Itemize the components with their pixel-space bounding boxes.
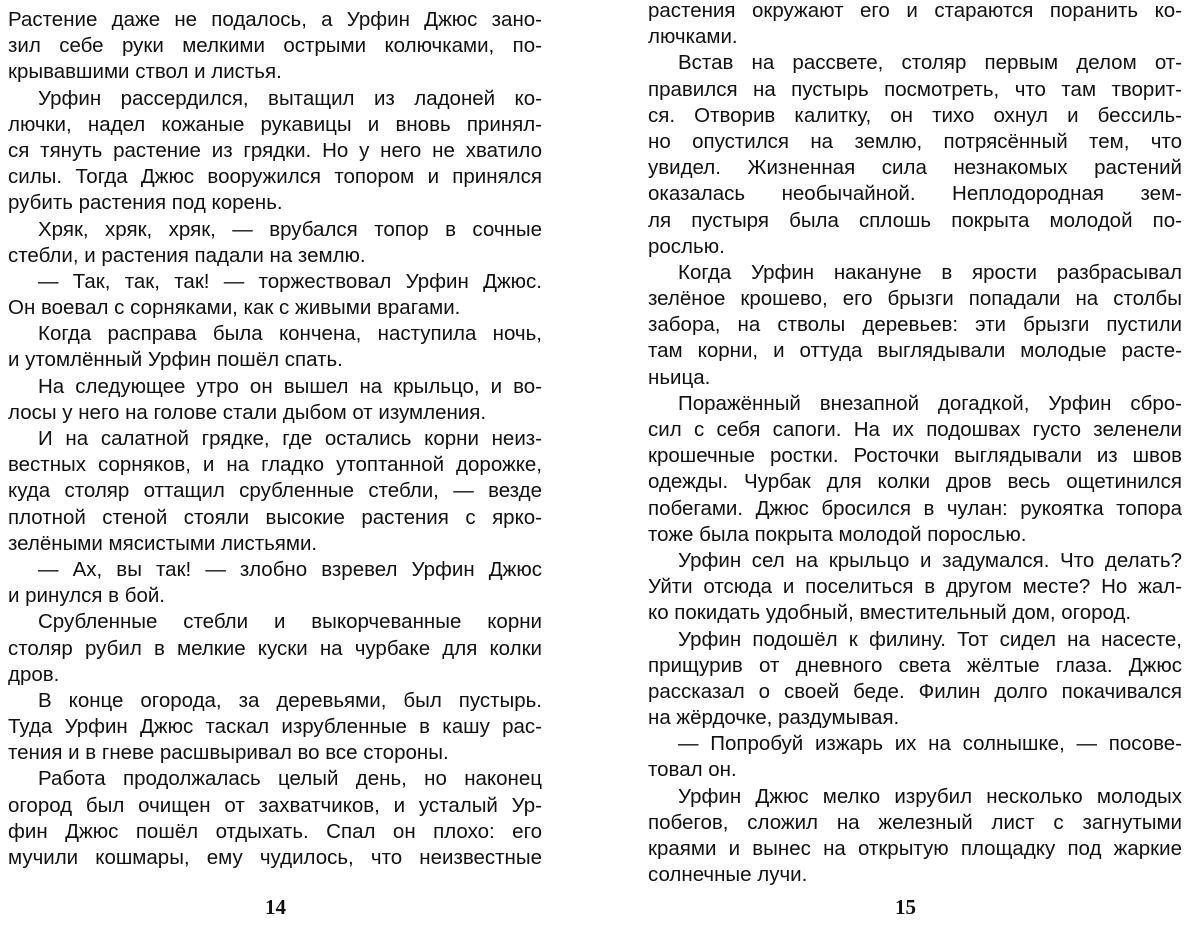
text-line: Урфин подошёл к филину. Тот сидел на насесте, <box>678 627 1182 651</box>
text-line: сил с себя сапоги. На их подошвах густо зеленели <box>648 418 1182 441</box>
text-line: Урфин рассердился, вытащил из ладоней ко- <box>38 86 542 110</box>
text-line: — Так, так, так! — торжествовал Урфин Джюс. <box>38 269 542 293</box>
text-line: и ринулся в бой. <box>8 584 166 608</box>
text-line: растения окружают его и стараются поранить ко- <box>648 0 1182 22</box>
text-line: силы. Тогда Джюс вооружился топором и принялся <box>8 165 542 189</box>
text-line: рубить растения под корень. <box>8 191 283 215</box>
text-line: забора, на стволы деревьев: эти брызги пустили <box>648 313 1182 337</box>
page-number-left: 14 <box>265 895 286 919</box>
text-line: дров. <box>8 662 60 686</box>
text-line: Когда расправа была кончена, наступила ночь, <box>38 322 542 346</box>
text-line: стебли, и растения падали на землю. <box>8 243 366 267</box>
text-line: ньица. <box>648 365 711 389</box>
text-line: там корни, и оттуда выглядывали молодые расте- <box>648 339 1182 363</box>
text-line: побегов, сложил на железный лист с загнутыми <box>648 810 1182 834</box>
text-line: товал он. <box>648 758 737 782</box>
text-line: и утомлённый Урфин пошёл спать. <box>8 348 343 372</box>
text-line: Растение даже не подалось, а Урфин Джюс зано- <box>8 8 542 31</box>
text-line: лосы у него на голове стали дыбом от изумления. <box>8 400 487 424</box>
text-line: фин Джюс пошёл отдыхать. Спал он плохо: его <box>8 819 542 843</box>
text-line: одежды. Чурбак для колки дров весь ощетинился <box>648 470 1182 494</box>
text-line: плотной стеной стояли высокие растения с ярко- <box>8 505 542 529</box>
text-line: Он воевал с сорняками, как с живыми врагами. <box>8 296 461 320</box>
text-line: столяр рубил в мелкие куски на чурбаке для колки <box>8 636 542 660</box>
text-line: ся тянуть растение из грядки. Но у него не хватило <box>8 138 542 162</box>
text-line: краями и вынес на открытую площадку под жаркие <box>648 837 1182 860</box>
text-line: Урфин сел на крыльцо и задумался. Что делать? <box>678 548 1182 572</box>
right-page <box>648 0 1182 932</box>
left-page-text <box>8 7 542 871</box>
text-line: И на салатной грядке, где остались корни неиз- <box>38 427 542 450</box>
text-line: солнечные лучи. <box>648 863 808 887</box>
text-line: Уйти отсюда и поселиться в другом месте? Но жал- <box>648 575 1182 599</box>
text-line: тоже была покрыта молодой порослью. <box>648 522 1027 546</box>
right-page-text <box>648 0 1182 888</box>
text-line: тения и в гневе расшвыривал во все стороны. <box>8 741 449 765</box>
text-line: лючки, надел кожаные рукавицы и вновь принял- <box>8 112 542 136</box>
text-line: Хряк, хряк, хряк, — врубался топор в сочные <box>38 217 542 241</box>
text-line: но опустился на землю, потрясённый тем, что <box>648 129 1182 153</box>
text-line: крошечные ростки. Росточки выглядывали из швов <box>648 444 1182 468</box>
text-line: ко покидать удобный, вместительный дом, огород. <box>648 601 1132 625</box>
text-line: огород был очищен от захватчиков, и усталый Ур- <box>8 793 542 817</box>
text-line: крывавшими ствол и листья. <box>8 60 282 84</box>
text-line: ля пустыря была сплошь покрыта молодой по- <box>648 208 1182 232</box>
text-line: увидел. Жизненная сила незнакомых растений <box>648 156 1182 180</box>
text-line: ся. Отворив калитку, он тихо охнул и бессиль- <box>648 103 1182 127</box>
text-line: Работа продолжалась целый день, но наконец <box>38 767 542 791</box>
text-line: лючками. <box>648 25 738 49</box>
text-line: оказалась необычайной. Неплодородная зем- <box>648 182 1182 206</box>
text-line: Поражённый внезапной догадкой, Урфин сбро- <box>678 391 1182 415</box>
text-line: Срубленные стебли и выкорчеванные корни <box>38 610 542 634</box>
text-line: рослью. <box>648 234 725 258</box>
text-line: На следующее утро он вышел на крыльцо, и во- <box>38 374 542 398</box>
text-line: — Ах, вы так! — злобно взревел Урфин Джюс <box>38 557 542 581</box>
text-line: прищурив от дневного света жёлтые глаза. Джюс <box>648 653 1182 677</box>
text-line: рассказал о своей беде. Филин долго покачивался <box>648 679 1182 703</box>
text-line: вестных сорняков, и на гладко утоптанной дорожке, <box>8 453 542 477</box>
text-line: мучили кошмары, ему чудилось, что неизвестные <box>8 846 542 869</box>
text-line: В конце огорода, за деревьями, был пустырь. <box>38 688 542 712</box>
text-line: зелёное крошево, его брызги попадали на столбы <box>648 287 1182 311</box>
text-line: куда столяр оттащил срубленные стебли, — везде <box>8 479 542 503</box>
text-line: Урфин Джюс мелко изрубил несколько молодых <box>678 784 1182 808</box>
text-line: зил себе руки мелкими острыми колючками, по- <box>8 34 542 58</box>
text-line: — Попробуй изжарь их на солнышке, — посове- <box>678 732 1182 756</box>
text-line: правился на пустырь посмотреть, что там творит- <box>648 77 1182 101</box>
text-line: зелёными мясистыми листьями. <box>8 531 318 555</box>
text-line: на жёрдочке, раздумывая. <box>648 706 900 730</box>
text-line: Встав на рассвете, столяр первым делом от- <box>678 51 1182 75</box>
text-line: Когда Урфин накануне в ярости разбрасывал <box>678 260 1182 284</box>
left-page <box>8 0 542 932</box>
text-line: Туда Урфин Джюс таскал изрубленные в кашу рас- <box>8 715 542 739</box>
page-number-right: 15 <box>895 895 916 919</box>
text-line: побегами. Джюс бросился в чулан: рукоятка топора <box>648 496 1182 520</box>
